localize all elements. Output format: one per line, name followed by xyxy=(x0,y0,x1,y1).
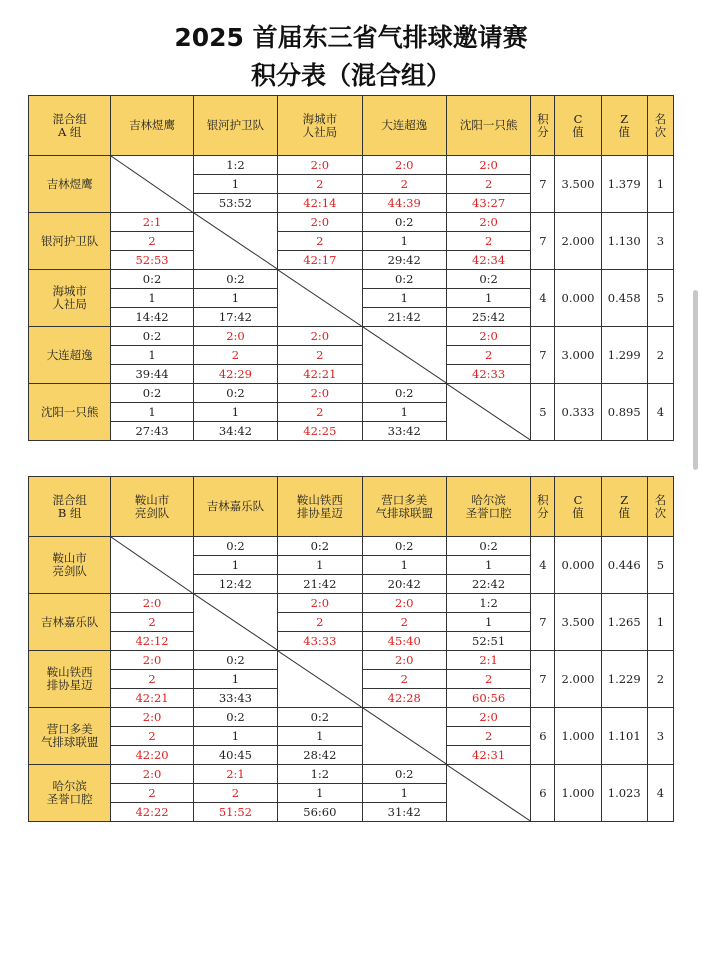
team-points: 6 xyxy=(531,708,555,765)
table-row xyxy=(29,594,674,613)
match-rally-score: 33:42 xyxy=(362,422,446,441)
match-rally-score: 42:34 xyxy=(446,251,530,270)
cell-text-line: 沈阳一只熊 xyxy=(40,404,99,419)
group-label xyxy=(29,96,111,156)
match-points: 2 xyxy=(446,232,530,251)
match-rally-score: 44:39 xyxy=(362,194,446,213)
match-score: 0:2 xyxy=(111,327,193,346)
match-points: 1 xyxy=(111,403,193,422)
match-score: 0:2 xyxy=(193,270,277,289)
team-rank: 4 xyxy=(647,765,673,822)
match-score: 2:0 xyxy=(446,708,530,727)
match-rally-score: 42:17 xyxy=(278,251,362,270)
team-rank: 5 xyxy=(647,537,673,594)
match-rally-score: 42:31 xyxy=(446,746,530,765)
match-score: 0:2 xyxy=(193,384,277,403)
diagonal-self-cell xyxy=(362,327,446,384)
team-points: 4 xyxy=(531,537,555,594)
match-rally-score: 42:25 xyxy=(278,422,362,441)
match-points: 2 xyxy=(278,613,362,632)
match-points: 2 xyxy=(446,346,530,365)
cell-text-line: A 组 xyxy=(57,124,82,139)
match-score: 2:1 xyxy=(111,213,193,232)
team-c-value: 1.000 xyxy=(555,765,601,822)
match-score: 0:2 xyxy=(193,708,277,727)
team-c-value: 2.000 xyxy=(555,213,601,270)
cell-text-line: 沈阳一只熊 xyxy=(459,118,518,132)
match-score: 1:2 xyxy=(278,765,362,784)
team-z-value: 1.379 xyxy=(601,156,647,213)
match-points: 2 xyxy=(278,175,362,194)
match-points: 2 xyxy=(111,613,193,632)
team-column-header xyxy=(193,96,277,156)
match-rally-score: 60:56 xyxy=(446,689,530,708)
team-rank: 4 xyxy=(647,384,673,441)
group-b-table xyxy=(28,476,674,822)
match-rally-score: 52:51 xyxy=(446,632,530,651)
c-value-header xyxy=(555,96,601,156)
match-rally-score: 40:45 xyxy=(193,746,277,765)
match-rally-score: 42:14 xyxy=(278,194,362,213)
match-points: 1 xyxy=(446,613,530,632)
points-header xyxy=(531,477,555,537)
cell-text-line: 人社局 xyxy=(52,297,87,311)
cell-text-line: 海城市 xyxy=(52,284,87,298)
match-score: 2:0 xyxy=(362,594,446,613)
cell-text-line: 排协星迈 xyxy=(296,505,343,520)
match-points: 1 xyxy=(278,727,362,746)
cell-text-line: 吉林嘉乐队 xyxy=(206,499,265,513)
diagonal-self-cell xyxy=(446,765,530,822)
cell-text-line: 值 xyxy=(572,505,584,520)
diagonal-line xyxy=(194,213,277,269)
team-c-value: 3.500 xyxy=(555,156,601,213)
match-rally-score: 53:52 xyxy=(193,194,277,213)
team-column-header xyxy=(278,477,362,537)
match-rally-score: 56:60 xyxy=(278,803,362,822)
team-z-value: 1.130 xyxy=(601,213,647,270)
match-points: 1 xyxy=(193,289,277,308)
cell-text-line: Z xyxy=(620,111,629,126)
cell-text-line: 吉林煜鹰 xyxy=(129,118,176,132)
team-row-header xyxy=(29,384,111,441)
team-z-value: 1.265 xyxy=(601,594,647,651)
match-points: 2 xyxy=(278,346,362,365)
match-points: 2 xyxy=(193,784,277,803)
match-score: 0:2 xyxy=(193,651,277,670)
cell-text-line: 营口多美 xyxy=(46,722,93,736)
match-points: 2 xyxy=(193,346,277,365)
cell-text-line: 圣誉口腔 xyxy=(465,505,512,520)
team-rank: 2 xyxy=(647,327,673,384)
match-rally-score: 14:42 xyxy=(111,308,193,327)
match-rally-score: 42:22 xyxy=(111,803,193,822)
team-z-value: 1.299 xyxy=(601,327,647,384)
match-score: 0:2 xyxy=(111,384,193,403)
cell-text-line: 鞍山市 xyxy=(52,551,87,565)
cell-text-line: 气排球联盟 xyxy=(40,735,99,749)
match-score: 0:2 xyxy=(111,270,193,289)
group-a-table xyxy=(28,95,674,441)
match-points: 2 xyxy=(111,232,193,251)
match-score: 2:0 xyxy=(111,708,193,727)
match-points: 1 xyxy=(446,556,530,575)
team-rank: 1 xyxy=(647,594,673,651)
cell-text-line: 名 xyxy=(654,111,667,126)
match-rally-score: 42:12 xyxy=(111,632,193,651)
match-rally-score: 42:21 xyxy=(278,365,362,384)
cell-text-line: Z xyxy=(620,492,629,507)
cell-text-line: 哈尔滨 xyxy=(471,492,506,507)
match-rally-score: 20:42 xyxy=(362,575,446,594)
page-subtitle: 积分表（混合组） xyxy=(250,61,451,90)
match-points: 2 xyxy=(362,670,446,689)
match-rally-score: 42:21 xyxy=(111,689,193,708)
match-rally-score: 25:42 xyxy=(446,308,530,327)
diagonal-line xyxy=(111,156,192,212)
table-row xyxy=(29,651,674,670)
diagonal-line xyxy=(278,651,361,707)
match-points: 1 xyxy=(362,403,446,422)
match-score: 2:0 xyxy=(278,213,362,232)
team-column-header xyxy=(111,477,193,537)
match-points: 1 xyxy=(193,670,277,689)
match-rally-score: 39:44 xyxy=(111,365,193,384)
team-points: 7 xyxy=(531,213,555,270)
diagonal-line xyxy=(363,708,446,764)
diagonal-line xyxy=(111,537,192,593)
match-rally-score: 28:42 xyxy=(278,746,362,765)
match-score: 0:2 xyxy=(278,537,362,556)
match-score: 2:0 xyxy=(362,156,446,175)
team-rank: 1 xyxy=(647,156,673,213)
diagonal-self-cell xyxy=(446,384,530,441)
team-row-header xyxy=(29,327,111,384)
page-title: 2025 首届东三省气排球邀请赛 xyxy=(174,23,528,52)
team-column-header xyxy=(362,477,446,537)
team-z-value: 0.458 xyxy=(601,270,647,327)
cell-text-line: 鞍山铁西 xyxy=(46,665,93,679)
match-score: 2:0 xyxy=(446,213,530,232)
team-points: 7 xyxy=(531,156,555,213)
match-score: 2:0 xyxy=(278,156,362,175)
team-row-header xyxy=(29,651,111,708)
cell-text-line: 大连超逸 xyxy=(46,347,93,362)
cell-text-line: 银河护卫队 xyxy=(40,233,99,248)
match-score: 2:0 xyxy=(111,651,193,670)
match-rally-score: 42:33 xyxy=(446,365,530,384)
match-points: 2 xyxy=(362,175,446,194)
match-score: 0:2 xyxy=(362,270,446,289)
match-points: 1 xyxy=(193,727,277,746)
match-rally-score: 12:42 xyxy=(193,575,277,594)
match-rally-score: 21:42 xyxy=(278,575,362,594)
team-row-header xyxy=(29,537,111,594)
diagonal-self-cell xyxy=(278,651,362,708)
match-rally-score: 43:33 xyxy=(278,632,362,651)
scrollbar[interactable] xyxy=(693,290,698,470)
cell-text-line: 圣誉口腔 xyxy=(46,792,93,806)
diagonal-self-cell xyxy=(193,213,277,270)
cell-text-line: 亮剑队 xyxy=(134,505,170,520)
cell-text-line: 吉林嘉乐队 xyxy=(40,614,99,629)
team-row-header xyxy=(29,213,111,270)
cell-text-line: 人社局 xyxy=(302,124,338,139)
diagonal-line xyxy=(194,594,277,650)
cell-text-line: 亮剑队 xyxy=(52,564,87,578)
match-score: 2:0 xyxy=(193,327,277,346)
team-z-value: 0.446 xyxy=(601,537,647,594)
match-points: 1 xyxy=(362,289,446,308)
match-points: 1 xyxy=(193,403,277,422)
team-rank: 5 xyxy=(647,270,673,327)
match-points: 1 xyxy=(362,784,446,803)
table-row xyxy=(29,384,674,403)
cell-text-line: 哈尔滨 xyxy=(52,779,87,793)
match-points: 1 xyxy=(446,289,530,308)
team-z-value: 0.895 xyxy=(601,384,647,441)
team-row-header xyxy=(29,708,111,765)
match-score: 2:0 xyxy=(111,594,193,613)
group-label xyxy=(29,477,111,537)
cell-text-line: C xyxy=(573,111,583,126)
match-points: 2 xyxy=(446,175,530,194)
cell-text-line: B 组 xyxy=(57,505,82,520)
match-score: 0:2 xyxy=(446,270,530,289)
z-value-header xyxy=(601,96,647,156)
team-rank: 3 xyxy=(647,213,673,270)
team-c-value: 3.000 xyxy=(555,327,601,384)
match-points: 2 xyxy=(111,727,193,746)
match-score: 2:0 xyxy=(111,765,193,784)
match-points: 2 xyxy=(362,613,446,632)
diagonal-line xyxy=(447,765,530,821)
table-row xyxy=(29,537,674,556)
match-score: 0:2 xyxy=(362,384,446,403)
cell-text-line: 气排球联盟 xyxy=(375,505,433,520)
match-score: 1:2 xyxy=(446,594,530,613)
points-header xyxy=(531,96,555,156)
c-value-header xyxy=(555,477,601,537)
rank-header xyxy=(647,477,673,537)
team-column-header xyxy=(193,477,277,537)
team-points: 7 xyxy=(531,594,555,651)
team-c-value: 0.333 xyxy=(555,384,601,441)
team-points: 7 xyxy=(531,651,555,708)
team-row-header xyxy=(29,765,111,822)
cell-text-line: 营口多美 xyxy=(381,492,428,507)
table-row xyxy=(29,213,674,232)
match-points: 2 xyxy=(278,403,362,422)
table-row xyxy=(29,156,674,175)
diagonal-self-cell xyxy=(111,156,193,213)
cell-text-line: 次 xyxy=(654,124,667,139)
match-rally-score: 27:43 xyxy=(111,422,193,441)
match-points: 1 xyxy=(111,346,193,365)
match-score: 0:2 xyxy=(362,537,446,556)
match-rally-score: 43:27 xyxy=(446,194,530,213)
cell-text-line: 大连超逸 xyxy=(381,118,428,132)
match-points: 2 xyxy=(278,232,362,251)
team-points: 6 xyxy=(531,765,555,822)
cell-text-line: 银河护卫队 xyxy=(206,118,265,132)
cell-text-line: 值 xyxy=(618,505,630,520)
table-row xyxy=(29,270,674,289)
team-c-value: 1.000 xyxy=(555,708,601,765)
team-rank: 3 xyxy=(647,708,673,765)
match-rally-score: 34:42 xyxy=(193,422,277,441)
cell-text-line: 分 xyxy=(537,124,549,139)
team-row-header xyxy=(29,270,111,327)
diagonal-self-cell xyxy=(193,594,277,651)
match-score: 1:2 xyxy=(193,156,277,175)
cell-text-line: 值 xyxy=(572,124,584,139)
match-rally-score: 31:42 xyxy=(362,803,446,822)
diagonal-line xyxy=(363,327,446,383)
diagonal-self-cell xyxy=(362,708,446,765)
team-column-header xyxy=(278,96,362,156)
team-points: 7 xyxy=(531,327,555,384)
cell-text-line: 混合组 xyxy=(52,492,87,507)
match-rally-score: 52:53 xyxy=(111,251,193,270)
cell-text-line: 吉林煜鹰 xyxy=(46,176,93,191)
match-score: 0:2 xyxy=(446,537,530,556)
team-z-value: 1.101 xyxy=(601,708,647,765)
cell-text-line: 积 xyxy=(537,492,549,507)
team-row-header xyxy=(29,594,111,651)
cell-text-line: 鞍山市 xyxy=(134,492,170,507)
match-score: 2:0 xyxy=(278,594,362,613)
match-points: 1 xyxy=(111,289,193,308)
team-column-header xyxy=(362,96,446,156)
table-row xyxy=(29,327,674,346)
cell-text-line: 次 xyxy=(654,505,667,520)
match-score: 2:1 xyxy=(193,765,277,784)
match-points: 2 xyxy=(111,670,193,689)
team-z-value: 1.023 xyxy=(601,765,647,822)
team-rank: 2 xyxy=(647,651,673,708)
cell-text-line: 鞍山铁西 xyxy=(296,492,343,507)
match-rally-score: 29:42 xyxy=(362,251,446,270)
cell-text-line: 值 xyxy=(618,124,630,139)
table-row xyxy=(29,765,674,784)
match-score: 2:1 xyxy=(446,651,530,670)
match-score: 0:2 xyxy=(362,213,446,232)
match-points: 1 xyxy=(193,556,277,575)
match-points: 1 xyxy=(278,556,362,575)
match-points: 2 xyxy=(111,784,193,803)
match-score: 0:2 xyxy=(362,765,446,784)
match-rally-score: 42:20 xyxy=(111,746,193,765)
match-points: 1 xyxy=(278,784,362,803)
team-c-value: 0.000 xyxy=(555,270,601,327)
team-c-value: 2.000 xyxy=(555,651,601,708)
team-column-header xyxy=(446,96,530,156)
cell-text-line: 名 xyxy=(654,492,667,507)
team-points: 4 xyxy=(531,270,555,327)
z-value-header xyxy=(601,477,647,537)
match-rally-score: 45:40 xyxy=(362,632,446,651)
match-score: 2:0 xyxy=(446,327,530,346)
team-c-value: 3.500 xyxy=(555,594,601,651)
diagonal-line xyxy=(278,270,361,326)
match-score: 2:0 xyxy=(362,651,446,670)
team-column-header xyxy=(111,96,193,156)
cell-text-line: 分 xyxy=(537,505,549,520)
match-points: 1 xyxy=(362,232,446,251)
match-score: 0:2 xyxy=(193,537,277,556)
diagonal-line xyxy=(447,384,530,440)
cell-text-line: 混合组 xyxy=(52,111,87,126)
match-score: 2:0 xyxy=(278,384,362,403)
team-z-value: 1.229 xyxy=(601,651,647,708)
match-rally-score: 33:43 xyxy=(193,689,277,708)
diagonal-self-cell xyxy=(111,537,193,594)
team-points: 5 xyxy=(531,384,555,441)
team-c-value: 0.000 xyxy=(555,537,601,594)
match-points: 1 xyxy=(193,175,277,194)
cell-text-line: C xyxy=(573,492,583,507)
match-score: 2:0 xyxy=(278,327,362,346)
diagonal-self-cell xyxy=(278,270,362,327)
match-rally-score: 42:28 xyxy=(362,689,446,708)
match-rally-score: 21:42 xyxy=(362,308,446,327)
table-row xyxy=(29,708,674,727)
match-score: 0:2 xyxy=(278,708,362,727)
cell-text-line: 积 xyxy=(537,111,549,126)
match-points: 1 xyxy=(362,556,446,575)
team-row-header xyxy=(29,156,111,213)
match-points: 2 xyxy=(446,727,530,746)
cell-text-line: 排协星迈 xyxy=(46,678,93,692)
match-points: 2 xyxy=(446,670,530,689)
match-rally-score: 22:42 xyxy=(446,575,530,594)
match-score: 2:0 xyxy=(446,156,530,175)
match-rally-score: 17:42 xyxy=(193,308,277,327)
rank-header xyxy=(647,96,673,156)
match-rally-score: 51:52 xyxy=(193,803,277,822)
match-rally-score: 42:29 xyxy=(193,365,277,384)
cell-text-line: 海城市 xyxy=(302,111,338,126)
team-column-header xyxy=(446,477,530,537)
